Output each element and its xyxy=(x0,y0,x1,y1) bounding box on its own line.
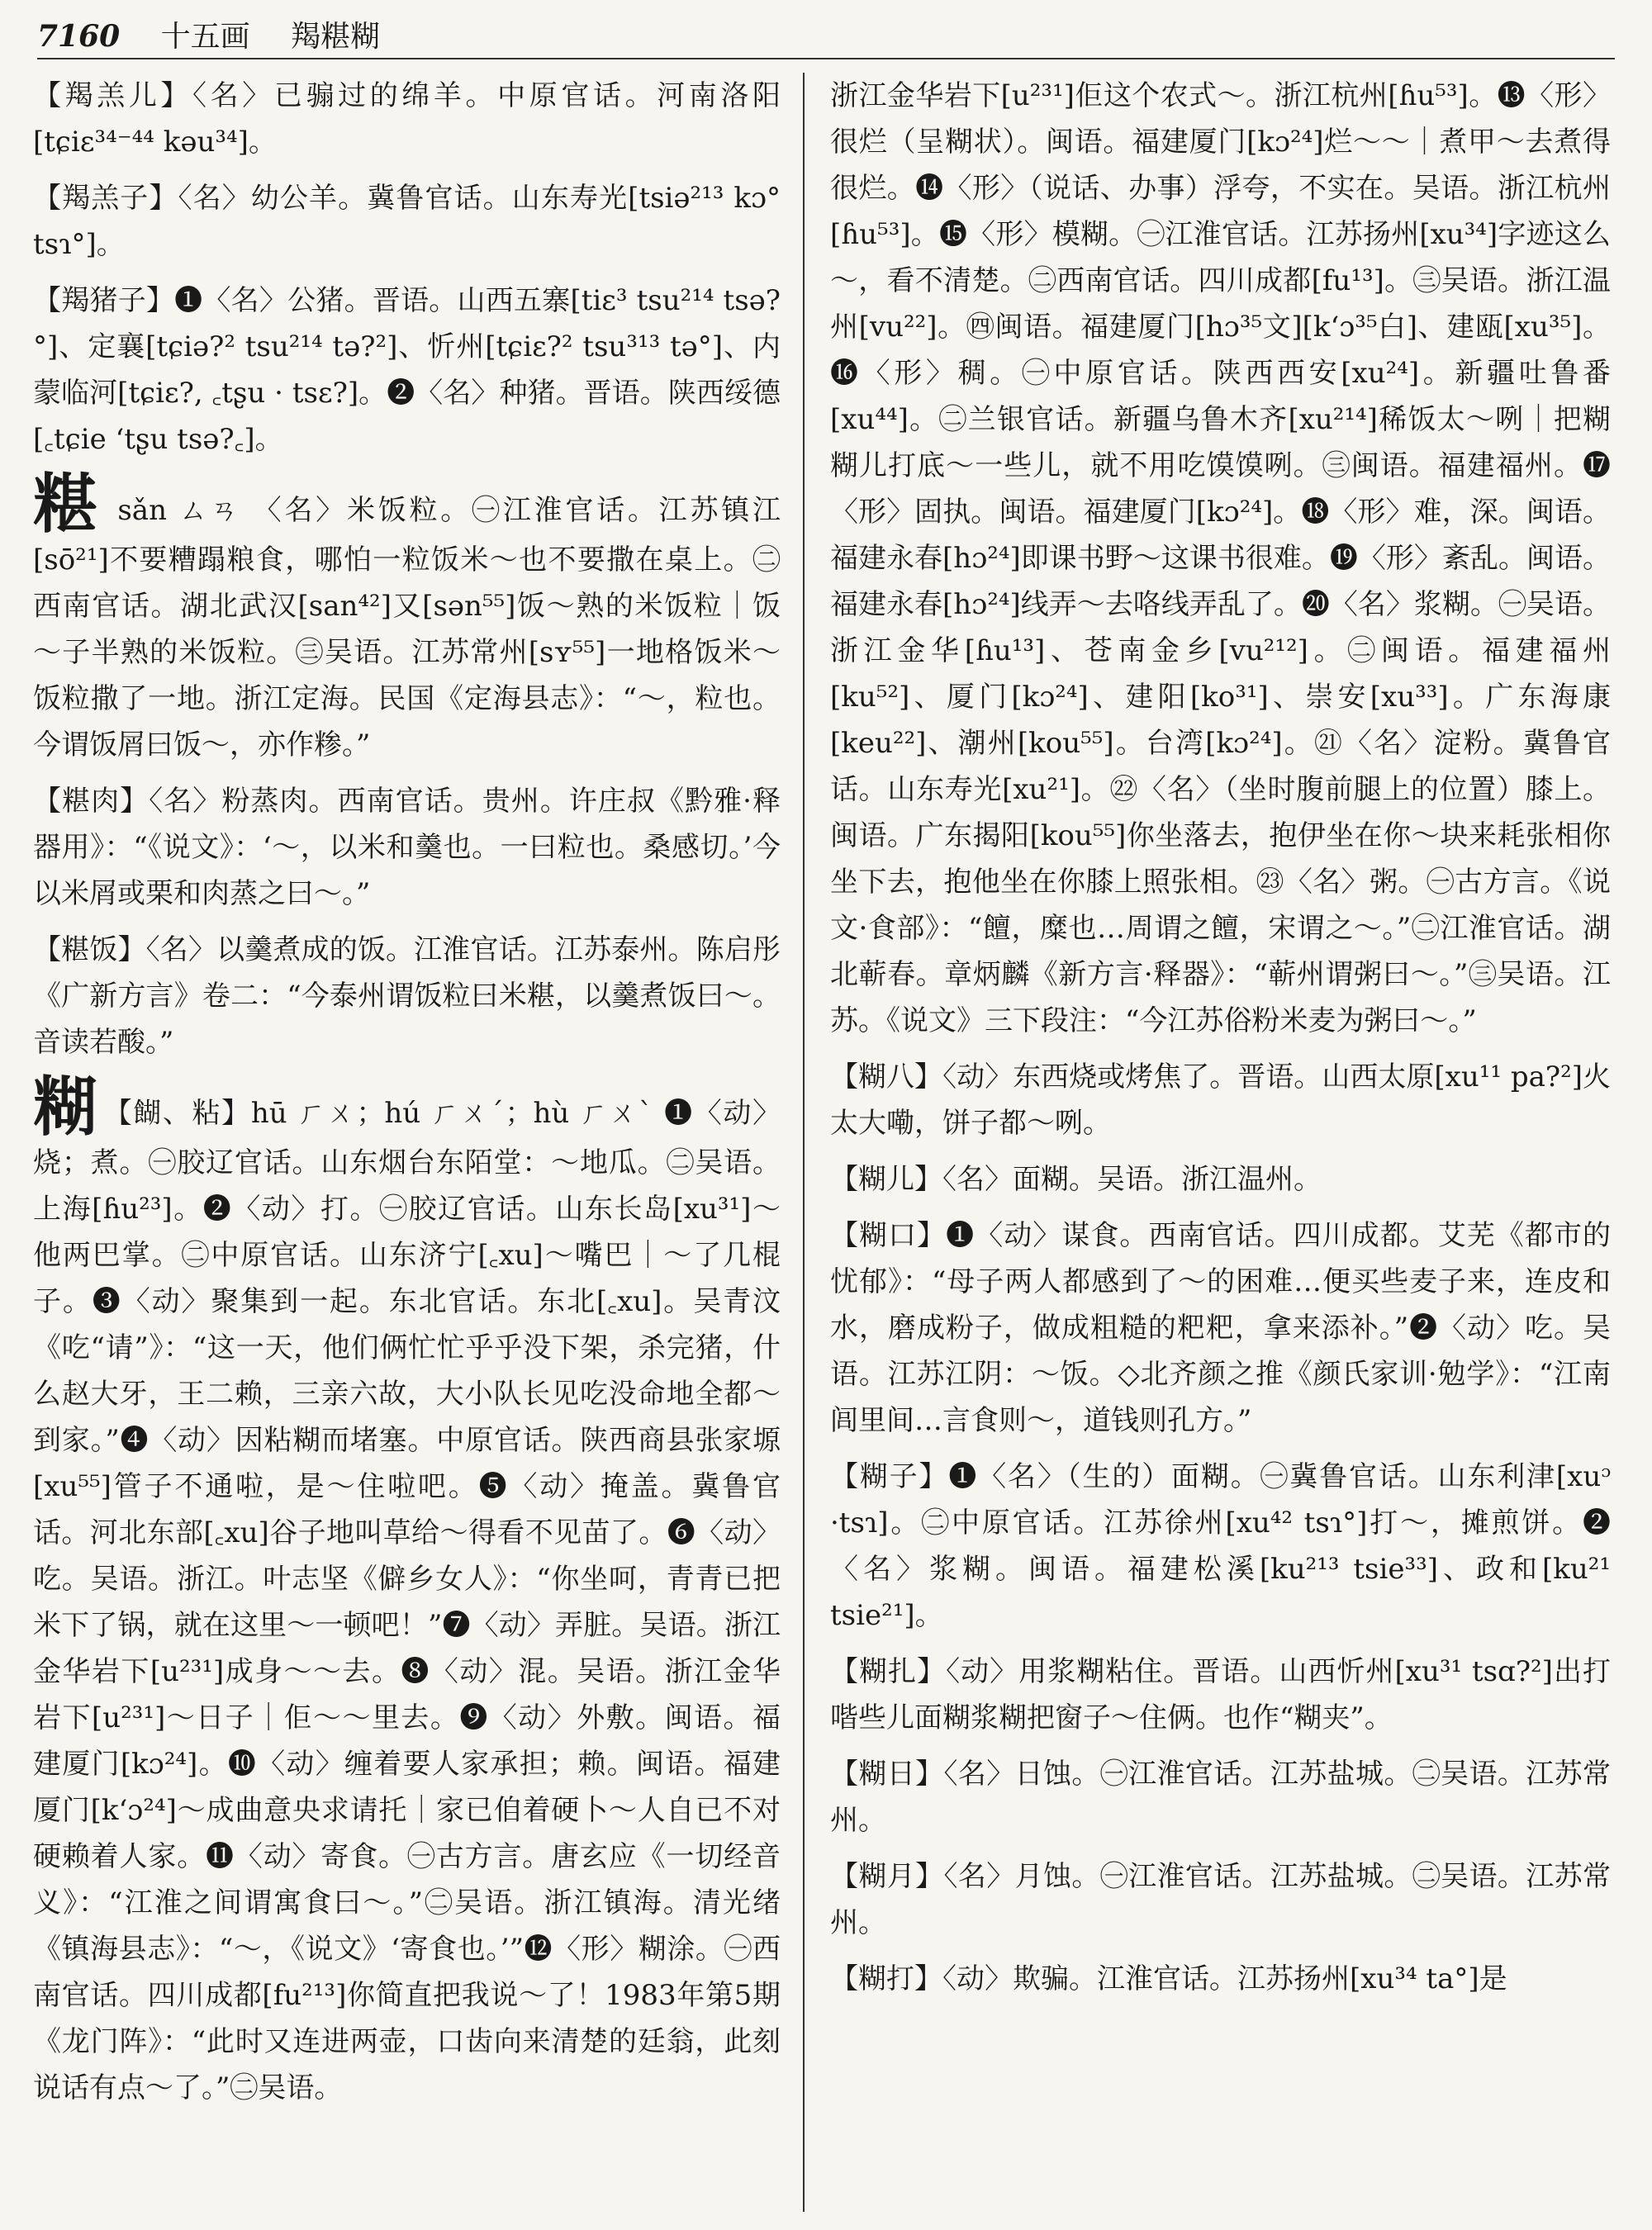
right-column xyxy=(830,73,1611,2212)
entry-hu-da: 【糊打】〈动〉欺骗。江淮官话。江苏扬州[xu³⁴ ta°]是 xyxy=(830,1962,1507,1995)
page-header xyxy=(37,15,1615,59)
entry-hu: 糊 【餬、粘】hū ㄏㄨ；hú ㄏㄨˊ；hù ㄏㄨˋ ❶〈动〉烧；煮。㊀胶辽官话。山东烟台东陌堂：～地瓜。㊁吴语。上海[ɦu²³]。❷〈动〉打。㊀胶辽官话。山东长岛[xu³¹]～他两巴掌。㊁中原官话。山东济宁[꜀xu]～嘴巴｜～了几棍子。❸〈动〉聚集到一起。东北官话。东北[꜀xu]。吴青汶《吃“请”》：“这一天，他们俩忙忙乎乎没下架，杀完猪，什么赵大牙，王二赖，三亲六故，大小队长见吃没命地全都～到家。”❹〈动〉因粘糊而堵塞。中原官话。陕西商县张家塬[xu⁵⁵]管子不通啦，是～住啦吧。❺〈动〉掩盖。冀鲁官话。河北东部[꜀xu]谷子地叫草给～得看不见苗了。❻〈动〉吃。吴语。浙江。叶志坚《僻乡女人》：“你坐呵，青青已把米下了锅，就在这里～一顿吧！”❼〈动〉弄脏。吴语。浙江金华岩下[u²³¹]成身～～去。❽〈动〉混。吴语。浙江金华岩下[u²³¹]～日子｜佢～～里去。❾〈动〉外敷。闽语。福建厦门[kɔ²⁴]。❿〈动〉缠着要人家承担；赖。闽语。福建厦门[k‘ɔ²⁴]～成曲意央求请托｜家已㑑着硬卜～人自已不对硬赖着人家。⓫〈动〉寄食。㊀古方言。唐玄应《一切经音义》：“江淮之间谓寓食曰～。”㊁吴语。浙江镇海。清光绪《镇海县志》：“～，《说文》‘寄食也。’”⓬〈形〉糊涂。㊀西南官话。四川成都[fu²¹³]你简直把我说～了！1983年第5期《龙门阵》：“此时又连进两壶，口齿向来清楚的廷翁，此刻说话有点～了。”㊁吴语。 xyxy=(33,1070,781,2104)
entry-hu-ba: 【糊八】〈动〉东西烧或烤焦了。晋语。山西太原[xu¹¹ pa?²]火太大嘞，饼子都～咧。 xyxy=(830,1060,1611,1140)
entry-hu-zi: 【糊子】❶〈名〉（生的）面糊。㊀冀鲁官话。山东利津[xuᵓ ·tsɿ]。㊁中原官话。江苏徐州[xu⁴² tsɿ°]打～，摊煎饼。❷〈名〉浆糊。闽语。福建松溪[ku²¹³ tsie³³]、政和[ku²¹ tsie²¹]。 xyxy=(830,1460,1611,1632)
head-character: 糂 xyxy=(33,467,101,542)
entry-jie-zhu-zi: 【羯猪子】❶〈名〉公猪。晋语。山西五寨[tiɛ³ tsu²¹⁴ tsə?°]、定襄[tɕiə?² tsu²¹⁴ tə?²]、忻州[tɕiɛ?² tsu³¹³ tə°]、内蒙临河[tɕiɛ?, ꜀tʂu · tsɛ?]。❷〈名〉种猪。晋语。陕西绥德[꜀tɕie ‘tʂu tsə?꜀]。 xyxy=(33,284,781,456)
entry-hu-er: 【糊儿】〈名〉面糊。吴语。浙江温州。 xyxy=(830,1163,1322,1196)
head-characters: 羯糂糊 xyxy=(291,20,381,54)
left-column xyxy=(33,73,781,2212)
column-divider xyxy=(803,73,805,2212)
entry-jie-gao-er: 【羯羔儿】〈名〉已骟过的绵羊。中原官话。河南洛阳[tɕiɛ³⁴⁻⁴⁴ kəu³⁴]。 xyxy=(33,79,781,159)
entry-san-fan: 【糂饭】〈名〉以羹煮成的饭。江淮官话。江苏泰州。陈启彤《广新方言》卷二：“今泰州谓饭粒曰米糂，以羹煮饭曰～。音读若酸。” xyxy=(33,933,781,1059)
entry-san-rou: 【糂肉】〈名〉粉蒸肉。西南官话。贵州。许庄叔《黔雅·释器用》：“《说文》：‘～，以米和羹也。一曰粒也。桑感切。’今以米屑或栗和肉蒸之曰～。” xyxy=(33,785,781,910)
entry-hu-yue: 【糊月】〈名〉月蚀。㊀江淮官话。江苏盐城。㊁吴语。江苏常州。 xyxy=(830,1860,1611,1939)
entry-hu-kou: 【糊口】❶〈动〉谋食。西南官话。四川成都。艾芜《都市的忧郁》：“母子两人都感到了～的困难…便买些麦子来，连皮和水，磨成粉子，做成粗糙的粑粑，拿来添补。”❷〈动〉吃。吴语。江苏江阴：～饭。◇北齐颜之推《颜氏家训·勉学》：“江南闾里间…言食则～，道钱则孔方。” xyxy=(830,1219,1611,1437)
entry-hu-continued: 浙江金华岩下[u²³¹]佢这个农式～。浙江杭州[ɦu⁵³]。⓭〈形〉很烂（呈糊状）。闽语。福建厦门[kɔ²⁴]烂～～｜煮甲～去煮得很烂。⓮〈形〉（说话、办事）浮夸，不实在。吴语。浙江杭州[ɦu⁵³]。⓯〈形〉模糊。㊀江淮官话。江苏扬州[xu³⁴]字迹这么～，看不清楚。㊁西南官话。四川成都[fu¹³]。㊂吴语。浙江温州[vu²²]。㊃闽语。福建厦门[hɔ³⁵文][k‘ɔ³⁵白]、建瓯[xu³⁵]。⓰〈形〉稠。㊀中原官话。陕西西安[xu²⁴]。新疆吐鲁番[xu⁴⁴]。㊁兰银官话。新疆乌鲁木齐[xu²¹⁴]稀饭太～咧｜把糊糊儿打底～一些儿，就不用吃馍馍咧。㊂闽语。福建福州。⓱〈形〉固执。闽语。福建厦门[kɔ²⁴]。⓲〈形〉难，深。闽语。福建永春[hɔ²⁴]即课书野～这课书很难。⓳〈形〉紊乱。闽语。福建永春[hɔ²⁴]线弄～去咯线弄乱了。⓴〈名〉浆糊。㊀吴语。浙江金华[ɦu¹³]、苍南金乡[vu²¹²]。㊁闽语。福建福州[ku⁵²]、厦门[kɔ²⁴]、建阳[ko³¹]、崇安[xu³³]。广东海康[keu²²]、潮州[kou⁵⁵]。台湾[kɔ²⁴]。㉑〈名〉淀粉。冀鲁官话。山东寿光[xu²¹]。㉒〈名〉（坐时腹前腿上的位置）膝上。闽语。广东揭阳[kou⁵⁵]你坐落去，抱伊坐在你～块来耗张相你坐下去，抱他坐在你膝上照张相。㉓〈名〉粥。㊀古方言。《说文·食部》：“饘，糜也…周谓之饘，宋谓之～。”㊁江淮官话。湖北蕲春。章炳麟《新方言·释器》：“蕲州谓粥曰～。”㊂吴语。江苏。《说文》三下段注：“今江苏俗粉米麦为粥曰～。” xyxy=(830,79,1611,1037)
page-number: 7160 xyxy=(37,19,121,54)
section-label: 十五画 xyxy=(160,20,250,54)
entry-san: 糂 sǎn ㄙㄢ 〈名〉米饭粒。㊀江淮官话。江苏镇江[sō²¹]不要糟蹋粮食，哪怕一粒饭米～也不要撒在桌上。㊁西南官话。湖北武汉[san⁴²]又[sən⁵⁵]饭～熟的米饭粒｜饭～子半熟的米饭粒。㊂吴语。江苏常州[sʏ⁵⁵]一地格饭米～饭粒撒了一地。浙江定海。民国《定海县志》：“～，粒也。今谓饭屑曰饭～，亦作糁。” xyxy=(33,467,781,762)
entry-hu-zha: 【糊扎】〈动〉用浆糊粘住。晋语。山西忻州[xu³¹ tsɑ?²]出打喈些儿面糊浆糊把窗子～住俩。也作“糊夹”。 xyxy=(830,1655,1611,1734)
head-character: 糊 xyxy=(33,1070,99,1145)
entry-hu-ri: 【糊日】〈名〉日蚀。㊀江淮官话。江苏盐城。㊁吴语。江苏常州。 xyxy=(830,1758,1611,1837)
entry-jie-gao-zi: 【羯羔子】〈名〉幼公羊。冀鲁官话。山东寿光[tsiə²¹³ kɔ° tsɿ°]。 xyxy=(33,182,781,261)
